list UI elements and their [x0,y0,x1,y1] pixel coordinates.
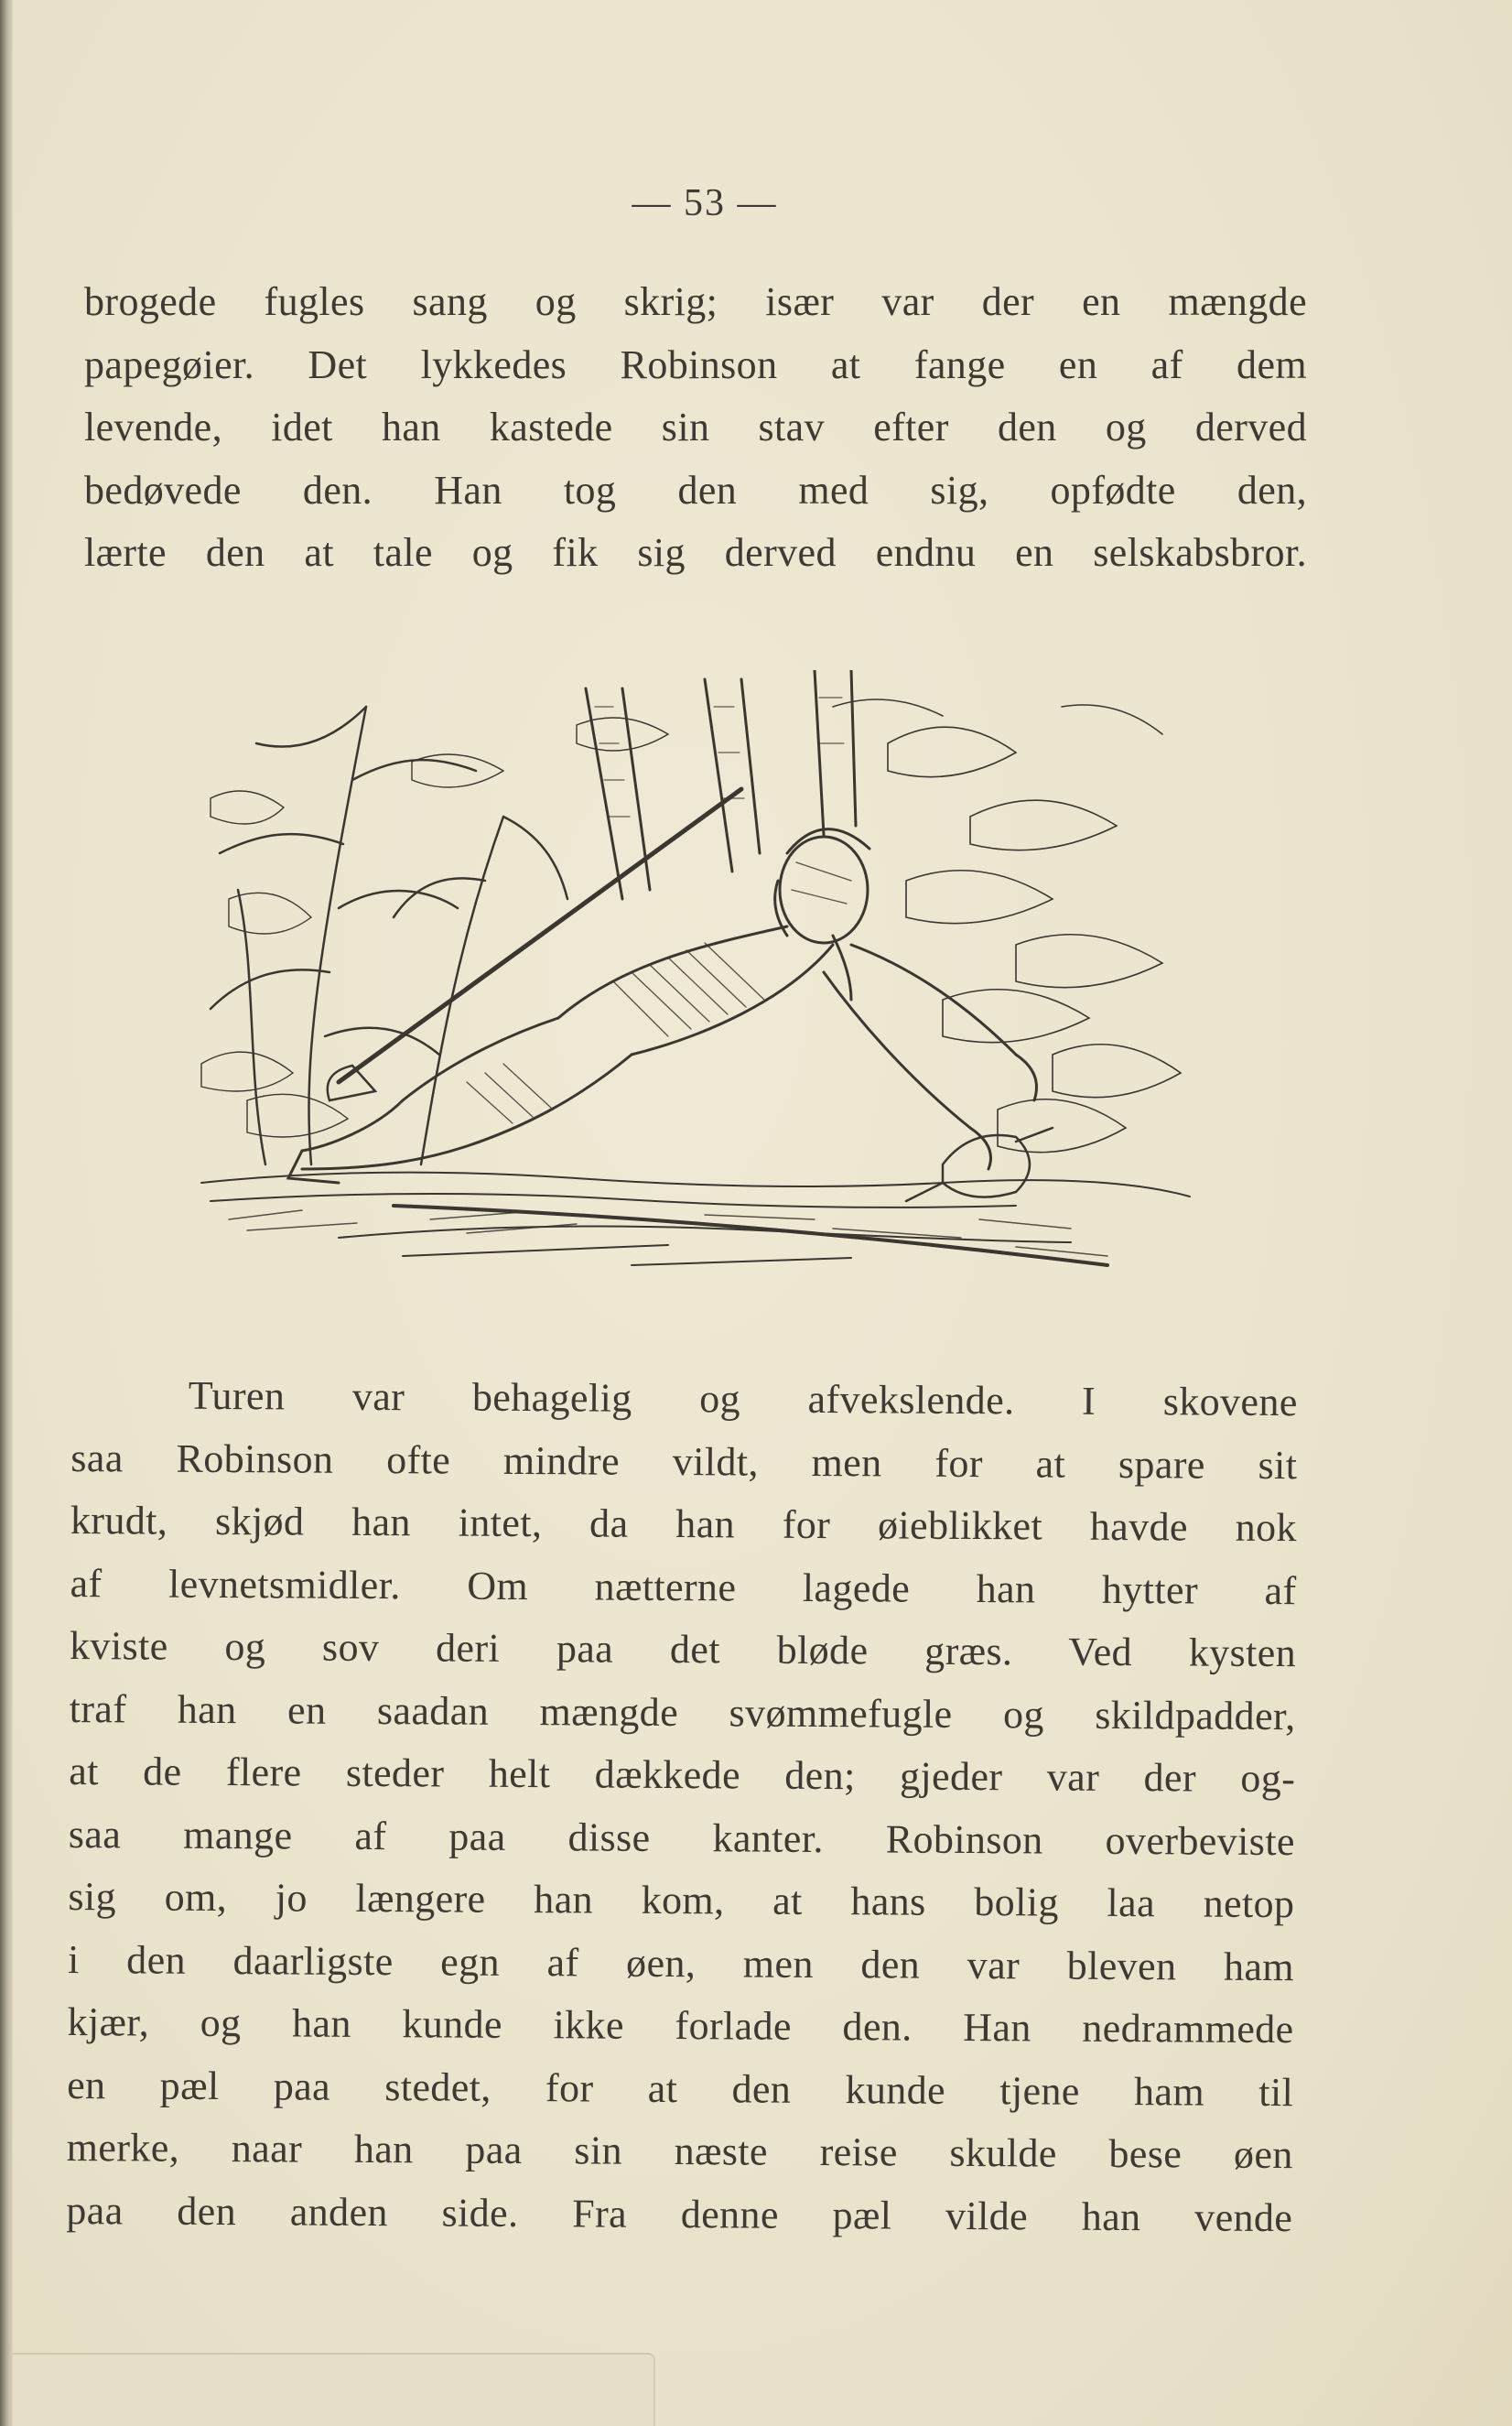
page-fold-strip [13,2353,655,2426]
text-line: sig om, jo længere han kom, at hans bolig laa netop [68,1873,1295,1927]
text-line: krudt, skjød han intet, da han for øieblikket havde nok [70,1497,1298,1551]
page-binding-edge [0,0,13,2426]
paragraph-1 [84,271,1307,585]
text-line: saa mange af paa disse kanter. Robinson overbeviste [68,1811,1295,1864]
text-line: kviste og sov deri paa det bløde græs. Ved kysten [69,1622,1297,1676]
text-line: kjær, og han kunde ikke forlade den. Han nedrammede [67,1998,1294,2052]
text-line: brogede fugles sang og skrig; især var der en mængde [84,279,1307,324]
paragraph-2 [66,1364,1298,2249]
text-line: papegøier. Det lykkedes Robinson at fange en af dem [84,341,1307,387]
text-line: Turen var behagelig og afvekslende. I skovene [188,1372,1298,1425]
text-line: lærte den at tale og fik sig derved endnu en selskabsbror. [84,530,1307,575]
engraving-robinson-catching-parrot-icon [192,670,1199,1274]
text-line: levende, idet han kastede sin stav efter den og derved [84,405,1307,449]
text-line: traf han en saadan mængde svømmefugle og skildpadder, [69,1685,1296,1738]
text-line: merke, naar han paa sin næste reise skulde bese øen [66,2124,1293,2178]
text-line: af levnetsmidler. Om nætterne lagede han hytter af [70,1560,1297,1613]
text-line: i den daarligste egn af øen, men den var bleven ham [67,1936,1295,1989]
page-number: — 53 — [632,182,778,224]
text-line: en pæl paa stedet, for at den kunde tjene ham til [67,2062,1294,2115]
text-line: bedøvede den. Han tog den med sig, opfødte den, [84,467,1307,513]
text-line: at de flere steder helt dækkede den; gjeder var der og- [69,1748,1296,1802]
text-line: paa den anden side. Fra denne pæl vilde han vende [66,2187,1293,2240]
text-line: saa Robinson ofte mindre vildt, men for at spare sit [70,1435,1298,1488]
